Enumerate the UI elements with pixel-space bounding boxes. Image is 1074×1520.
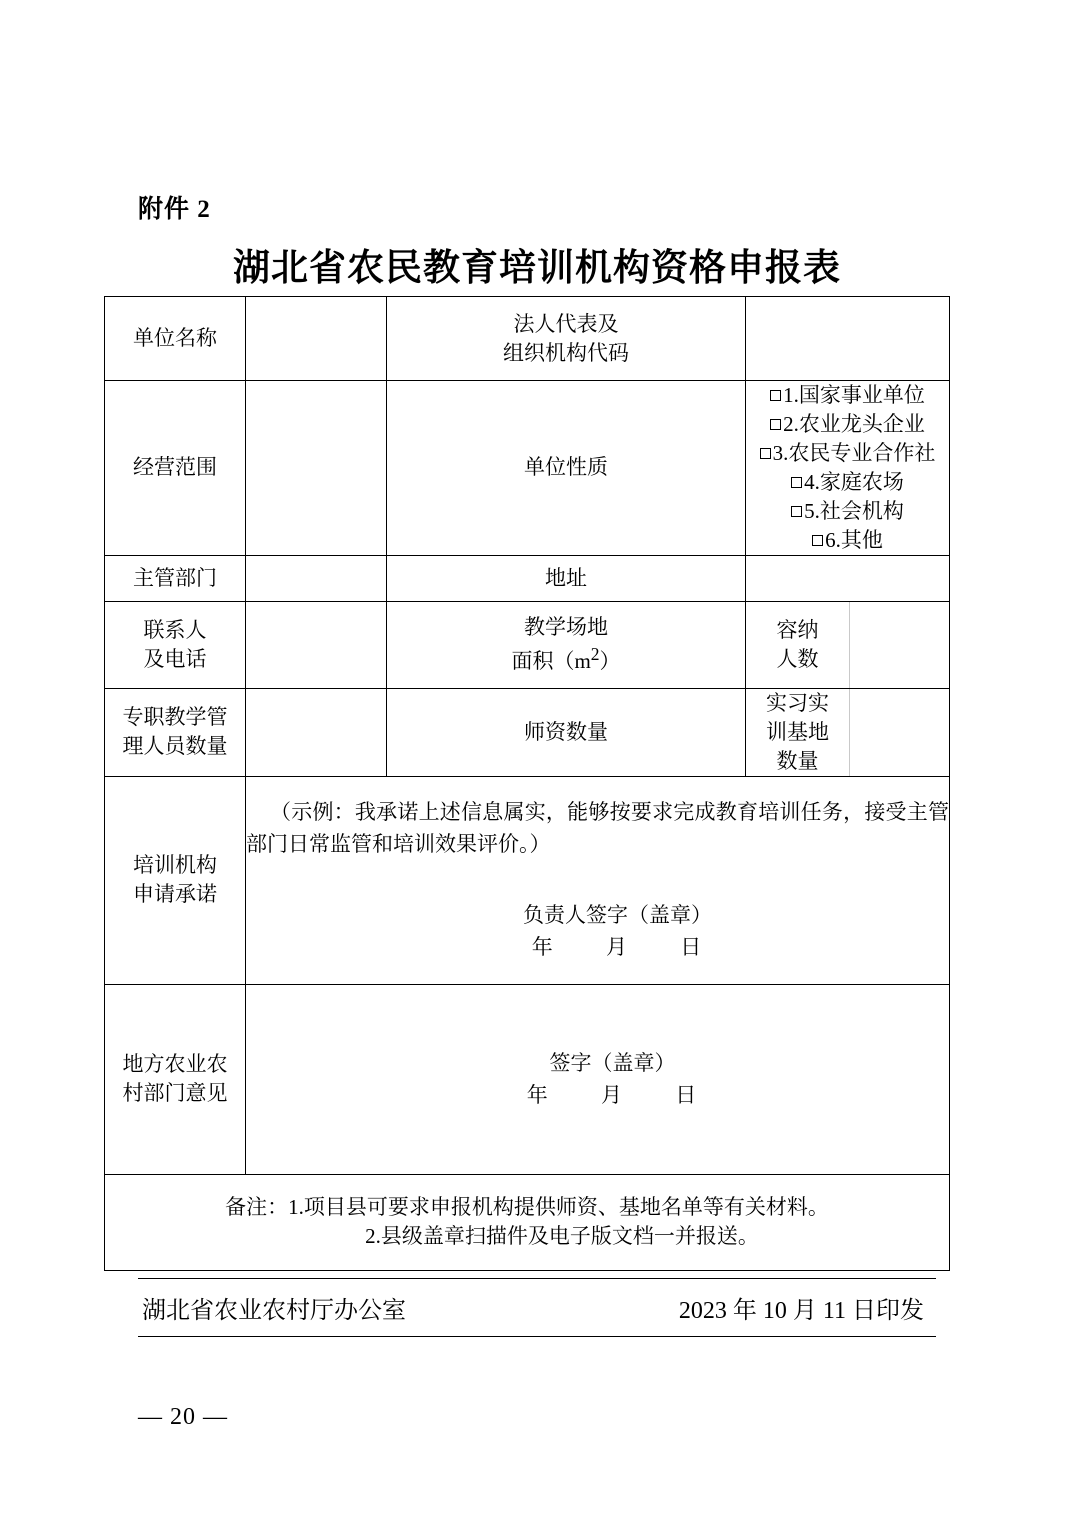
table-row-opinion: [105, 984, 950, 1174]
table-row-unit-name: [105, 297, 950, 381]
label-contact-person: [105, 601, 246, 688]
label-training-promise: [105, 776, 246, 984]
area-unit-sup: 2: [590, 644, 600, 665]
label-supervising-dept: 主管部门: [105, 555, 246, 601]
input-unit-name[interactable]: [246, 297, 387, 381]
table-row-notes: [105, 1174, 950, 1270]
label-practice-base-line3: 数量: [776, 748, 819, 773]
input-legal-rep[interactable]: [746, 297, 950, 381]
footer-rule-bottom: [138, 1336, 936, 1337]
unit-nature-options: [746, 381, 950, 556]
label-local-dept-opinion-line1: 地方农业农: [122, 1052, 228, 1077]
input-practice-base[interactable]: [850, 688, 950, 776]
label-unit-name: 单位名称: [105, 297, 246, 381]
label-fulltime-staff: [105, 688, 246, 776]
promise-date-line: [246, 932, 949, 964]
input-business-scope[interactable]: [246, 381, 387, 556]
label-address: 地址: [387, 555, 746, 601]
table-row-staff: [105, 688, 950, 776]
label-teaching-area: [387, 601, 746, 688]
opinion-date-line: [246, 1079, 949, 1112]
page-footer: [138, 1278, 936, 1337]
label-teaching-area-line1: 教学场地: [524, 615, 608, 640]
label-capacity-line1: 容纳: [776, 617, 819, 642]
checkbox-icon[interactable]: [791, 477, 802, 488]
page-title: 湖北省农民教育培训机构资格申报表: [233, 248, 841, 289]
area-unit-post: ）: [599, 649, 621, 674]
footer-issue-date: 2023 年 10 月 11 日印发: [678, 1298, 924, 1324]
promise-signature-label: 负责人签字（盖章）: [523, 903, 712, 928]
nature-option-4[interactable]: [746, 468, 949, 497]
nature-option-5-label: 5.社会机构: [804, 498, 904, 523]
application-form-table: [104, 296, 950, 1271]
nature-option-4-label: 4.家庭农场: [804, 469, 904, 494]
label-legal-rep: [387, 297, 746, 381]
area-unit-pre: 面积（m: [511, 649, 591, 674]
label-business-scope: 经营范围: [105, 381, 246, 556]
checkbox-icon[interactable]: [770, 390, 781, 401]
label-training-promise-line2: 申请承诺: [133, 882, 217, 907]
label-capacity: [746, 601, 850, 688]
checkbox-icon[interactable]: [791, 506, 802, 517]
input-supervising-dept[interactable]: [246, 555, 387, 601]
opinion-date-month: 月: [601, 1083, 624, 1108]
opinion-signature-block: [246, 1047, 949, 1112]
nature-option-1[interactable]: [746, 381, 949, 410]
promise-example-text: （示例：我承诺上述信息属实，能够按要求完成教育培训任务，接受主管部门日常监管和培训效果评价。）: [246, 800, 949, 856]
nature-option-2[interactable]: [746, 410, 949, 439]
input-fulltime-staff[interactable]: [246, 688, 387, 776]
label-fulltime-staff-line1: 专职教学管: [122, 705, 228, 730]
opinion-content[interactable]: [246, 984, 950, 1174]
label-capacity-line2: 人数: [776, 646, 819, 671]
nature-option-3-label: 3.农民专业合作社: [772, 440, 936, 465]
page-number: — 20 —: [138, 1404, 228, 1430]
label-training-promise-line1: 培训机构: [133, 853, 217, 878]
attachment-label: 附件 2: [138, 196, 211, 223]
label-legal-rep-line1: 法人代表及: [513, 311, 619, 336]
label-practice-base: [746, 688, 850, 776]
label-unit-nature: 单位性质: [387, 381, 746, 556]
checkbox-icon[interactable]: [770, 419, 781, 430]
nature-option-6-label: 6.其他: [825, 527, 883, 552]
opinion-date-day: 日: [675, 1083, 699, 1108]
input-capacity[interactable]: [850, 601, 950, 688]
table-row-business-scope: [105, 381, 950, 556]
table-row-promise: [105, 776, 950, 984]
label-teacher-count: 师资数量: [387, 688, 746, 776]
notes-line-2: 2.县级盖章扫描件及电子版文档一并报送。: [365, 1224, 759, 1249]
opinion-signature-label: 签字（盖章）: [549, 1050, 676, 1075]
label-teaching-area-line2: [387, 642, 745, 676]
nature-option-2-label: 2.农业龙头企业: [783, 411, 925, 436]
label-legal-rep-line2: 组织机构代码: [503, 340, 629, 365]
checkbox-icon[interactable]: [760, 448, 771, 459]
input-address[interactable]: [746, 555, 950, 601]
promise-date-month: 月: [606, 934, 629, 959]
nature-option-3[interactable]: [746, 439, 949, 468]
label-fulltime-staff-line2: 理人员数量: [122, 734, 228, 759]
input-contact-person[interactable]: [246, 601, 387, 688]
notes-content: [105, 1174, 950, 1270]
label-local-dept-opinion: [105, 984, 246, 1174]
promise-signature-block: [246, 900, 949, 963]
notes-text-1: 1.项目县可要求申报机构提供师资、基地名单等有关材料。: [288, 1195, 829, 1220]
label-contact-person-line1: 联系人: [143, 617, 207, 642]
footer-body: [138, 1279, 936, 1336]
nature-option-6[interactable]: [746, 526, 949, 555]
checkbox-icon[interactable]: [812, 535, 823, 546]
table-row-supervising-dept: [105, 555, 950, 601]
promise-date-day: 日: [680, 934, 704, 959]
label-contact-person-line2: 及电话: [143, 646, 207, 671]
notes-prefix: 备注：: [225, 1195, 289, 1220]
promise-date-year: 年: [531, 934, 555, 959]
footer-issuer: 湖北省农业农村厅办公室: [142, 1298, 406, 1324]
nature-option-5[interactable]: [746, 497, 949, 526]
opinion-date-year: 年: [526, 1083, 550, 1108]
table-row-contact: [105, 601, 950, 688]
label-practice-base-line1: 实习实: [766, 690, 829, 715]
promise-content[interactable]: [246, 776, 950, 984]
nature-option-1-label: 1.国家事业单位: [783, 383, 925, 407]
label-local-dept-opinion-line2: 村部门意见: [122, 1081, 228, 1106]
notes-line-1: [105, 1193, 949, 1222]
label-practice-base-line2: 训基地: [766, 719, 829, 744]
